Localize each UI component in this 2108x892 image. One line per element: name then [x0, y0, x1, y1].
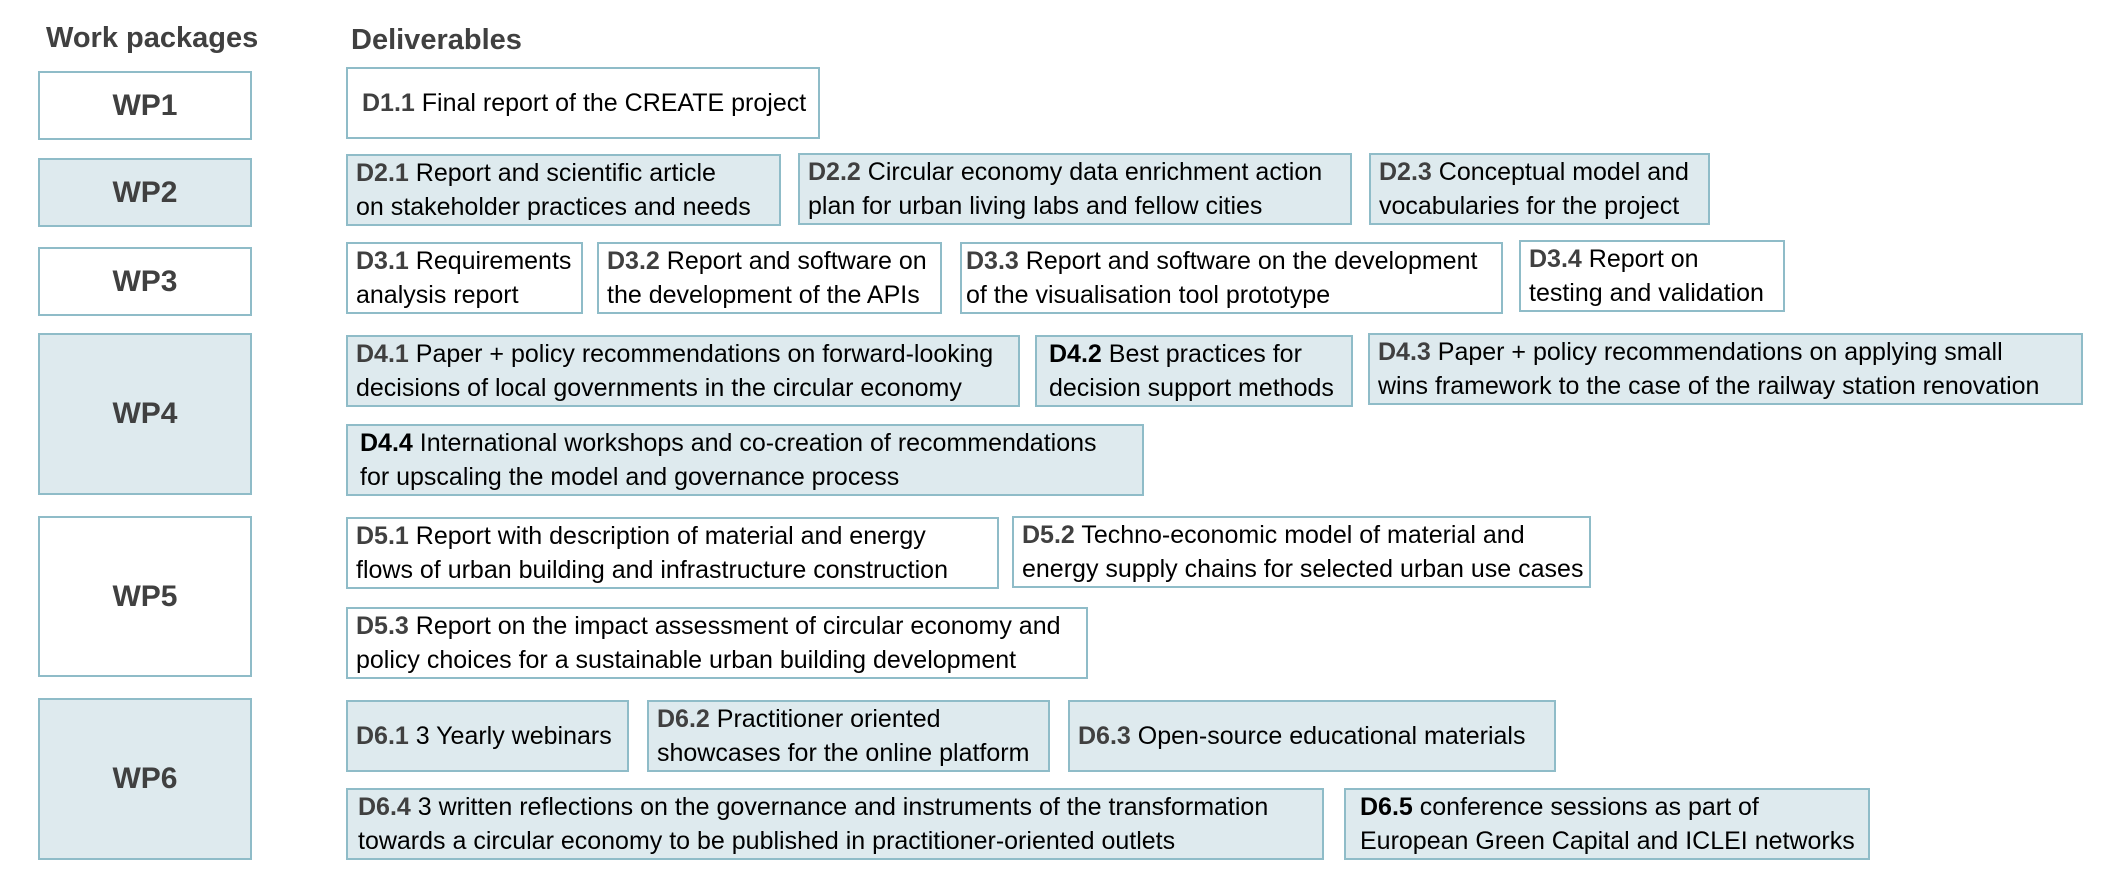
- wp4-box: WP4: [38, 333, 252, 495]
- deliverable-d5-1: [346, 517, 999, 589]
- deliverable-d6-5: [1344, 788, 1870, 860]
- deliverable-code: D6.2: [657, 705, 710, 733]
- deliverable-text: Circular economy data enrichment action: [867, 158, 1323, 186]
- deliverable-code: D1.1: [362, 89, 415, 117]
- deliverable-text: analysis report: [356, 281, 519, 309]
- deliverable-text: Conceptual model and: [1438, 158, 1689, 186]
- deliverable-d4-4: [346, 424, 1144, 496]
- deliverable-text: on stakeholder practices and needs: [356, 193, 751, 221]
- deliverable-code: D3.2: [607, 247, 660, 275]
- deliverable-code: D5.3: [356, 612, 409, 640]
- deliverable-d5-3: [346, 607, 1088, 679]
- deliverable-text: Report with description of material and energy: [415, 522, 926, 550]
- deliverable-code: D2.1: [356, 159, 409, 187]
- deliverable-text: flows of urban building and infrastructure construction: [356, 556, 948, 584]
- deliverable-code: D3.4: [1529, 245, 1582, 273]
- wp1-box: WP1: [38, 71, 252, 140]
- deliverable-text: Report on: [1588, 245, 1699, 273]
- deliverable-code: D6.4: [358, 793, 411, 821]
- deliverable-text: towards a circular economy to be published in practitioner-oriented outlets: [358, 827, 1176, 855]
- deliverable-text: European Green Capital and ICLEI networks: [1360, 827, 1855, 855]
- deliverables-heading: Deliverables: [351, 24, 522, 56]
- deliverable-text: decisions of local governments in the circular economy: [356, 374, 962, 402]
- deliverable-text: wins framework to the case of the railway station renovation: [1378, 372, 2040, 400]
- deliverable-d2-3: [1369, 153, 1710, 225]
- deliverable-d1-1: [346, 67, 820, 139]
- deliverable-text: Report and software on the development: [1025, 247, 1478, 275]
- deliverable-text: Open-source educational materials: [1137, 722, 1526, 750]
- deliverable-text: Report and scientific article: [415, 159, 716, 187]
- deliverable-d6-2: [647, 700, 1050, 772]
- deliverable-text: Practitioner oriented: [716, 705, 941, 733]
- deliverable-text: testing and validation: [1529, 279, 1764, 307]
- deliverable-text: Paper + policy recommendations on forward-looking: [415, 340, 994, 368]
- deliverable-text: showcases for the online platform: [657, 739, 1030, 767]
- work-packages-heading: Work packages: [46, 22, 259, 54]
- deliverable-code: D5.1: [356, 522, 409, 550]
- deliverable-code: D6.5: [1360, 793, 1413, 821]
- deliverable-text: conference sessions as part of: [1419, 793, 1759, 821]
- deliverable-text: Paper + policy recommendations on applying small: [1437, 338, 2003, 366]
- deliverable-d2-2: [798, 153, 1352, 225]
- deliverable-code: D3.3: [966, 247, 1019, 275]
- deliverable-text: energy supply chains for selected urban use cases: [1022, 555, 1584, 583]
- deliverable-d4-1: [346, 335, 1020, 407]
- deliverable-code: D6.3: [1078, 722, 1131, 750]
- deliverable-d2-1: [346, 154, 781, 226]
- deliverable-text: plan for urban living labs and fellow cities: [808, 192, 1263, 220]
- deliverable-text: Report on the impact assessment of circular economy and: [415, 612, 1061, 640]
- deliverable-d3-1: [346, 242, 583, 314]
- wp5-box: WP5: [38, 516, 252, 677]
- deliverable-d6-1: [346, 700, 629, 772]
- wp6-box: WP6: [38, 698, 252, 860]
- deliverable-d6-4: [346, 788, 1324, 860]
- deliverable-code: D5.2: [1022, 521, 1075, 549]
- deliverable-text: 3 Yearly webinars: [415, 722, 612, 750]
- deliverable-text: 3 written reflections on the governance and instruments of the transformation: [417, 793, 1269, 821]
- deliverable-code: D2.3: [1379, 158, 1432, 186]
- deliverable-text: Best practices for: [1108, 340, 1302, 368]
- deliverable-text: policy choices for a sustainable urban building development: [356, 646, 1017, 674]
- deliverable-text: vocabularies for the project: [1379, 192, 1680, 220]
- deliverable-text: Final report of the CREATE project: [421, 89, 807, 117]
- deliverable-text: International workshops and co-creation of recommendations: [419, 429, 1097, 457]
- deliverable-code: D4.3: [1378, 338, 1431, 366]
- deliverable-text: the development of the APIs: [607, 281, 920, 309]
- deliverable-code: D4.2: [1049, 340, 1102, 368]
- deliverable-d6-3: [1068, 700, 1556, 772]
- wp2-box: WP2: [38, 158, 252, 227]
- deliverable-d5-2: [1012, 516, 1591, 588]
- deliverable-code: D4.4: [360, 429, 413, 457]
- deliverable-text: decision support methods: [1049, 374, 1334, 402]
- deliverable-code: D4.1: [356, 340, 409, 368]
- deliverable-text: Requirements: [415, 247, 572, 275]
- deliverable-text: Techno-economic model of material and: [1081, 521, 1525, 549]
- deliverable-text: for upscaling the model and governance process: [360, 463, 900, 491]
- deliverable-code: D2.2: [808, 158, 861, 186]
- deliverable-text: Report and software on: [666, 247, 927, 275]
- deliverable-code: D6.1: [356, 722, 409, 750]
- deliverable-d3-2: [597, 242, 942, 314]
- deliverable-d3-3: [960, 242, 1503, 314]
- deliverable-d4-2: [1035, 335, 1353, 407]
- wp3-box: WP3: [38, 247, 252, 316]
- deliverable-d4-3: [1368, 333, 2083, 405]
- deliverable-text: of the visualisation tool prototype: [966, 281, 1331, 309]
- deliverable-code: D3.1: [356, 247, 409, 275]
- deliverable-d3-4: [1519, 240, 1785, 312]
